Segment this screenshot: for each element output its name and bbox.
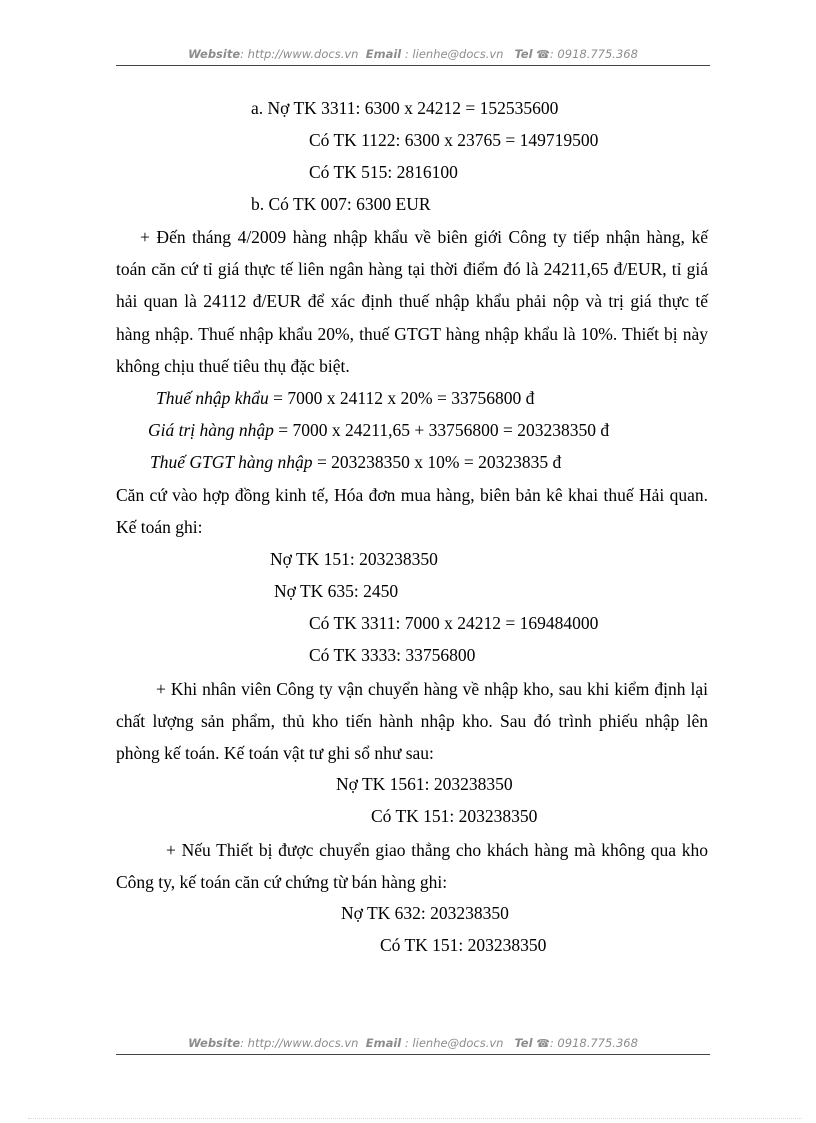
paragraph-documents xyxy=(116,479,708,543)
paragraph-documents-text: Căn cứ vào hợp đồng kinh tế, Hóa đơn mua hàng, biên bản kê khai thuế Hải quan. Kế toán ghi: xyxy=(116,485,708,538)
entry-credit-151-d: Có TK 151: 203238350 xyxy=(380,935,547,955)
footer-website-label: Website xyxy=(188,1036,241,1050)
calc-goods-value xyxy=(148,419,609,441)
page-bottom-border xyxy=(28,1118,802,1119)
header-tel-label: Tel xyxy=(514,47,533,61)
phone-icon: ☎ xyxy=(536,1037,550,1050)
entry-debit-1561: Nợ TK 1561: 203238350 xyxy=(336,774,513,794)
paragraph-direct-delivery xyxy=(116,834,708,898)
phone-icon: ☎ xyxy=(536,48,550,61)
calc-goods-value-label: Giá trị hàng nhập xyxy=(148,420,274,440)
calc-vat-label: Thuế GTGT hàng nhập xyxy=(150,452,313,472)
header-rule xyxy=(116,65,710,66)
calc-import-tax xyxy=(156,387,534,409)
footer-tel-value: : 0918.775.368 xyxy=(549,1036,638,1050)
footer-website-link[interactable]: : http://www.docs.vn xyxy=(240,1036,359,1050)
header-email-label: Email xyxy=(365,47,402,61)
paragraph-arrival-text: + Đến tháng 4/2009 hàng nhập khẩu về biên giới Công ty tiếp nhận hàng, kế toán căn cứ tỉ giá thực tế liên ngân hàng tại thời điểm đó là 24211,65 đ/EUR, tỉ giá hải quan là 24112 đ/EUR để xác định thuế nhập khẩu phải nộp và trị giá thực tế hàng nhập. Thuế nhập khẩu 20%, thuế GTGT hàng nhập khẩu là 10%. Thiết bị này không chịu thuế tiêu thụ đặc biệt. xyxy=(116,227,708,376)
paragraph-warehouse xyxy=(116,673,708,770)
footer-email-label: Email xyxy=(365,1036,402,1050)
entry-debit-635: Nợ TK 635: 2450 xyxy=(274,581,399,601)
header-website-label: Website xyxy=(188,47,241,61)
entry-b-credit-007: b. Có TK 007: 6300 EUR xyxy=(251,194,431,214)
header-tel-value: : 0918.775.368 xyxy=(549,47,638,61)
calc-vat xyxy=(150,451,561,473)
calc-import-tax-label: Thuế nhập khẩu xyxy=(156,388,269,408)
footer-email-link[interactable]: : lienhe@docs.vn xyxy=(404,1036,504,1050)
entry-credit-151-c: Có TK 151: 203238350 xyxy=(371,806,538,826)
header-website-link[interactable]: : http://www.docs.vn xyxy=(240,47,359,61)
entry-credit-3333: Có TK 3333: 33756800 xyxy=(309,645,476,665)
entry-debit-151: Nợ TK 151: 203238350 xyxy=(270,549,438,569)
entry-credit-3311: Có TK 3311: 7000 x 24212 = 169484000 xyxy=(309,613,599,633)
page-footer xyxy=(116,1036,710,1054)
header-email-link[interactable]: : lienhe@docs.vn xyxy=(404,47,504,61)
entry-a-credit-1122: Có TK 1122: 6300 x 23765 = 149719500 xyxy=(309,130,599,150)
paragraph-warehouse-text: + Khi nhân viên Công ty vận chuyển hàng về nhập kho, sau khi kiểm định lại chất lượng sản phẩm, thủ kho tiến hành nhập kho. Sau đó trình phiếu nhập lên phòng kế toán. Kế toán vật tư ghi sổ như sau: xyxy=(116,679,708,764)
calc-vat-formula: = 203238350 x 10% = 20323835 đ xyxy=(312,452,562,472)
paragraph-direct-delivery-text: + Nếu Thiết bị được chuyển giao thẳng cho khách hàng mà không qua kho Công ty, kế toán căn cứ chứng từ bán hàng ghi: xyxy=(116,840,708,893)
footer-tel-label: Tel xyxy=(514,1036,533,1050)
footer-rule xyxy=(116,1054,710,1055)
calc-goods-value-formula: = 7000 x 24211,65 + 33756800 = 203238350 đ xyxy=(273,420,610,440)
page-header xyxy=(116,47,710,65)
calc-import-tax-formula: = 7000 x 24112 x 20% = 33756800 đ xyxy=(268,388,535,408)
entry-debit-632: Nợ TK 632: 203238350 xyxy=(341,903,509,923)
paragraph-arrival xyxy=(116,221,708,382)
entry-a-credit-515: Có TK 515: 2816100 xyxy=(309,162,458,182)
entry-a-debit-3311: a. Nợ TK 3311: 6300 x 24212 = 152535600 xyxy=(251,98,559,118)
